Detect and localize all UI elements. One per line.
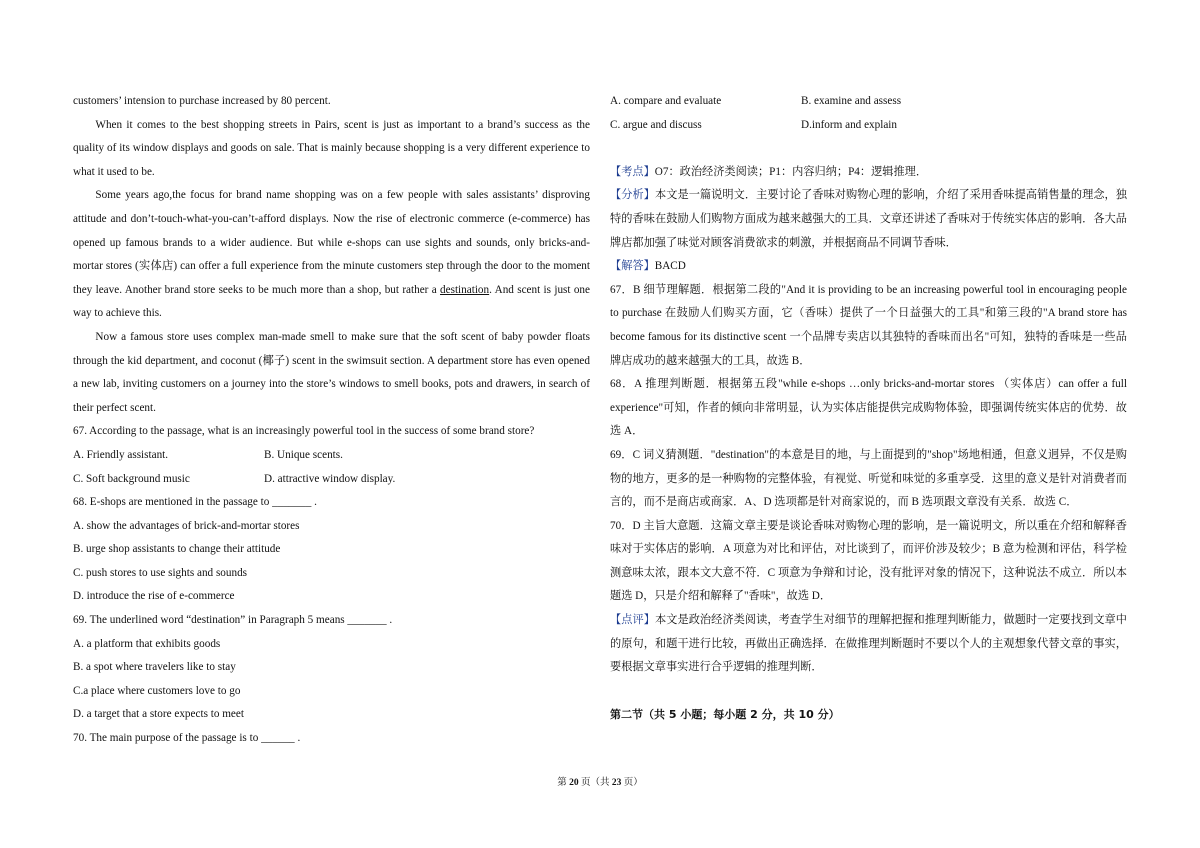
dianping-text: 本文是政治经济类阅读，考查学生对细节的理解把握和推理判断能力，做题时一定要找到文章中的原句，和题干进行比较，再做出正确选择．在做推理判断题时不要以个人的主观想象代替文章的事实，要根据文章事实进行合乎逻辑的推理判断．: [610, 614, 1127, 674]
question-67: 67. According to the passage, what is an increasingly powerful tool in the success of some brand store?: [73, 425, 535, 438]
answer-67: 67．B 细节理解题．根据第二段的"And it is providing to be an increasing powerful tool in encouraging people to purchase 在鼓励人们购买方面，它（香味）提供了一个日益强大的工具"和第三段的"A brand store has become famous for its distinctive scent 一个品牌专卖店以其独特的香味而出名"可知，独特的香味是一些品牌店成功的越来越强大的工具，故选 B．: [610, 283, 1127, 367]
passage-paragraph: Now a famous store uses complex man-made smell to make sure that the soft scent of baby powder floats through the kid department, and coconut (椰子) scent in the swimsuit section. A department store has even opened a new lab, inviting customers on a journey into the store’s windows to smell books, pots and drawers, in search of their perfect scent.: [73, 330, 590, 414]
question-69: 69. The underlined word “destination” in Paragraph 5 means _______ .: [73, 614, 393, 627]
dianping-section: [610, 609, 1127, 680]
question-70-options-row: [610, 114, 1127, 138]
section-title: 第二节（共 5 小题；每小题 2 分，共 10 分）: [610, 708, 840, 722]
option: A. show the advantages of brick-and-mortar stores: [73, 519, 300, 532]
option: D. attractive window display.: [264, 472, 396, 485]
passage-line: customers’ intension to purchase increased by 80 percent.: [73, 95, 331, 107]
option: A. compare and evaluate: [610, 95, 722, 107]
option: C. argue and discuss: [610, 118, 702, 131]
page-total: 23: [611, 778, 622, 788]
question-68: 68. E-shops are mentioned in the passage to _______ .: [73, 496, 317, 509]
footer-prefix: 第: [557, 778, 570, 788]
option: D. introduce the rise of e-commerce: [73, 590, 235, 603]
option: B. Unique scents.: [264, 448, 343, 461]
page-footer: [0, 774, 1200, 788]
passage-text: Some years ago,the focus for brand name shopping was on a few people with sales assistants’ disproving attitude and don’t-touch-what-you-can’t-afford displays. Now the rise of electronic commerce (e-commerce) has opened up famous brands to a wider audience. But while e-shops can use sights and sounds, only bricks-and-mortar stores (实体店) can offer a full experience from the minute customers step through the door to the moment they leave. Another brand store seeks to be much more than a shop, but rather a: [73, 189, 590, 296]
jieda-text: BACD: [654, 260, 686, 273]
answer-69: 69．C 词义猜测题．"destination"的本意是目的地，与上面提到的"shop"场地相通，但意义迥异，不仅是购物的地方，更多的是一种购物的完整体验，有视觉、听觉和味觉的多重享受．这里的意义是针对消费者而言的，而不是商店或商家．A、D 选项都是针对商家说的，而 B 选项跟文章没有关系．故选 C．: [610, 448, 1127, 509]
option: C. Soft background music: [73, 472, 190, 485]
kaodian-section: [610, 161, 1127, 185]
kaodian-tag: 【考点】: [610, 165, 655, 178]
fenxi-text: 本文是一篇说明文．主要讨论了香味对购物心理的影响，介绍了采用香味提高销售量的理念，独特的香味在鼓励人们购物方面成为越来越强大的工具．文章还讲述了香味对于传统实体店的影响．各大品牌店都加强了味觉对顾客消费欲求的刺激，并根据商品不同调节香味．: [610, 189, 1127, 249]
spacer: [610, 680, 1127, 704]
kaodian-text: O7：政治经济类阅读；P1：内容归纳；P4：逻辑推理．: [654, 165, 928, 178]
page-number: 20: [569, 778, 579, 788]
option: C. push stores to use sights and sounds: [73, 566, 248, 579]
option: D. a target that a store expects to meet: [73, 708, 244, 721]
option: C.a place where customers love to go: [73, 684, 241, 697]
left-column: [73, 90, 590, 751]
option: A. Friendly assistant.: [73, 448, 169, 461]
question-70-options-row: [610, 90, 1127, 114]
option: A. a platform that exhibits goods: [73, 637, 221, 650]
option: D.inform and explain: [801, 118, 898, 131]
dianping-tag: 【点评】: [610, 614, 655, 627]
question-70: 70. The main purpose of the passage is to ______ .: [73, 732, 301, 745]
option: B. examine and assess: [801, 95, 902, 107]
footer-suffix: 页）: [621, 778, 643, 788]
answer-70: 70．D 主旨大意题．这篇文章主要是谈论香味对购物心理的影响，是一篇说明文，所以重在介绍和解释香味对于实体店的影响．A 项意为对比和评估，对比谈到了，而评价涉及较少；B 意为检测和评估，科学检测意味太浓，跟本文大意不符．C 项意为争辩和讨论，没有批评对象的情况下，这种说法不成立．所以本题选 D，只是介绍和解释了"香味"，故选 D．: [610, 519, 1127, 603]
jieda-section: [610, 255, 1127, 279]
question-67-options-row: [73, 468, 590, 492]
fenxi-section: [610, 184, 1127, 255]
jieda-tag: 【解答】: [610, 260, 655, 273]
option: B. a spot where travelers like to stay: [73, 661, 236, 674]
fenxi-tag: 【分析】: [610, 189, 655, 202]
option: B. urge shop assistants to change their attitude: [73, 543, 281, 556]
answer-68: 68．A 推理判断题．根据第五段"while e-shops …only bricks-and-mortar stores （实体店）can offer a full experience"可知，作者的倾向非常明显，认为实体店能提供完成购物体验，即强调传统实体店的优势．故选 A．: [610, 378, 1127, 438]
spacer: [610, 137, 1127, 161]
passage-text: . And scent is just one way to achieve this.: [73, 283, 590, 320]
passage-paragraph: When it comes to the best shopping streets in Pairs, scent is just as important to a brand’s success as the quality of its window displays and goods on sale. That is mainly because shopping is a very different experience to what it used to be.: [73, 118, 590, 178]
passage-paragraph: [73, 184, 590, 326]
footer-mid: 页（共: [578, 778, 612, 788]
question-67-options-row: [73, 444, 590, 468]
right-column: [610, 90, 1127, 727]
underlined-word: destination: [440, 283, 490, 296]
